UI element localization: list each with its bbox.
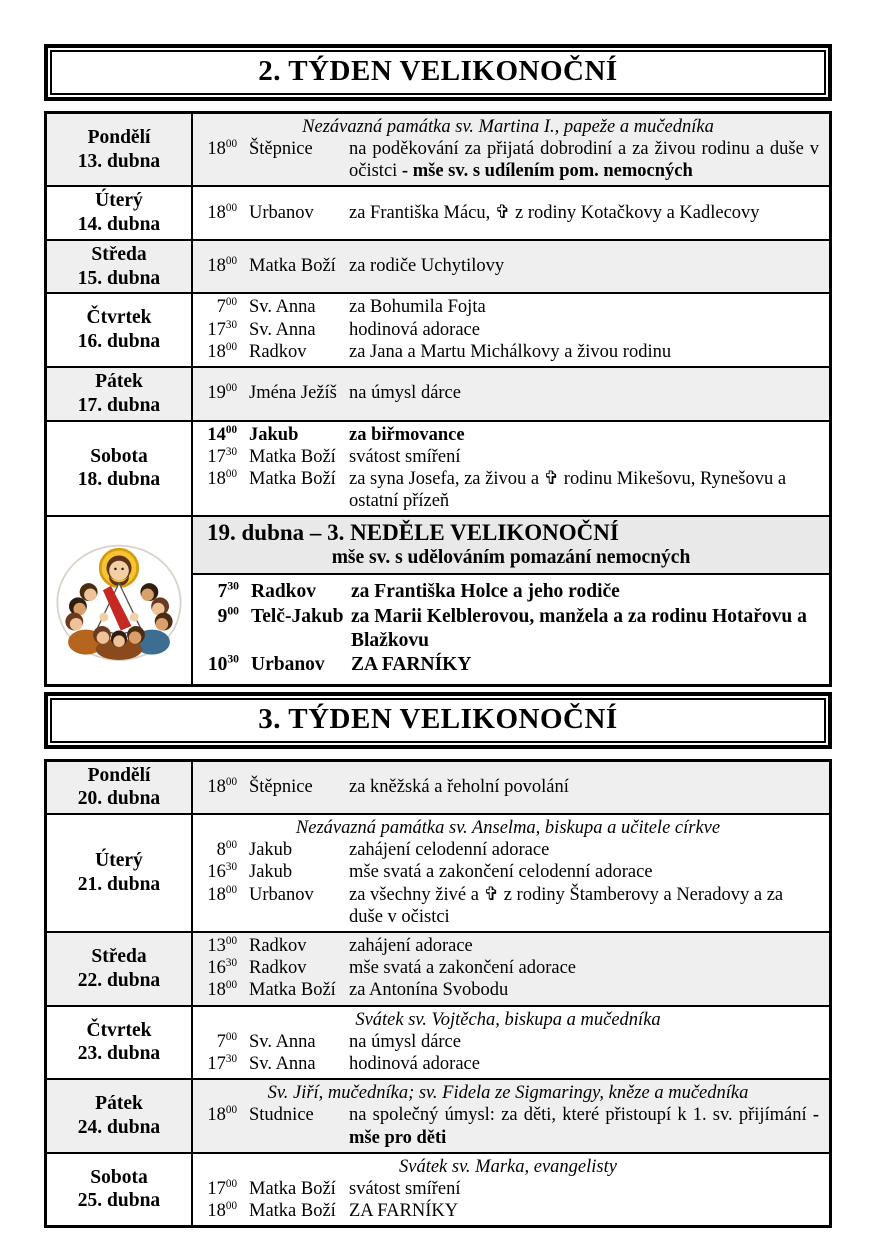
- day-name: Pondělí: [87, 126, 151, 148]
- day-schedule: [193, 762, 829, 814]
- schedule-entry: [197, 884, 819, 928]
- day-name: Pátek: [95, 371, 143, 393]
- entries-list: [197, 1031, 819, 1075]
- day-cell: [47, 114, 193, 186]
- day-name: Úterý: [95, 850, 143, 872]
- entry-description: mše svatá a zakončení celodenní adorace: [349, 862, 653, 883]
- entries-list: [197, 138, 819, 182]
- entry-place: Urbanov: [249, 884, 314, 905]
- schedule-entry: [197, 138, 819, 182]
- entry-place: Matka Boží: [249, 1178, 336, 1199]
- entry-time: $16^{30}$: [207, 861, 237, 883]
- entry-description: za všechny živé a ✞ z rodiny Štamberovy a Neradovy a za duše v očistci: [349, 884, 784, 927]
- entry-time: $18^{00}$: [207, 883, 237, 905]
- day-schedule: [193, 1154, 829, 1226]
- entry-description: za Jana a Martu Michálkovy a živou rodinu: [349, 341, 672, 362]
- schedule-entry: [197, 202, 819, 224]
- day-schedule: [193, 1080, 829, 1152]
- entry-description: ZA FARNÍKY: [349, 1201, 459, 1222]
- week2-title: 3. TÝDEN VELIKONOČNÍ: [50, 698, 826, 743]
- entry-description: za syna Josefa, za živou a ✞ rodinu Mikešovu, Rynešovu a ostatní přízeň: [349, 468, 787, 512]
- entry-time: $17^{30}$: [207, 318, 237, 340]
- entry-place: Jakub: [249, 862, 293, 883]
- entry-place: Sv. Anna: [249, 1053, 316, 1074]
- entries-list: [197, 839, 819, 928]
- day-cell: [47, 187, 193, 239]
- day-name: Sobota: [90, 1166, 148, 1188]
- entry-place: Urbanov: [249, 202, 314, 223]
- schedule-entry: [193, 605, 821, 654]
- schedule-row-fri17: [47, 368, 829, 422]
- entry-time: $18^{00}$: [207, 201, 237, 223]
- entry-place: Studnice: [249, 1105, 314, 1126]
- entry-description: za Bohumila Fojta: [349, 297, 486, 318]
- entry-place: Matka Boží: [249, 446, 336, 467]
- entry-place: Radkov: [249, 958, 307, 979]
- day-cell: [47, 933, 193, 1005]
- entry-place: Radkov: [251, 581, 317, 603]
- entry-time: $19^{00}$: [207, 382, 237, 404]
- entry-time: $18^{00}$: [207, 1199, 237, 1222]
- entry-place: Matka Boží: [249, 980, 336, 1001]
- schedule-row-mon20: [47, 762, 829, 816]
- feast-label: Sv. Jiří, mučedníka; sv. Fidela ze Sigmaringy, kněze a mučedníka: [267, 1083, 749, 1104]
- day-name: Čtvrtek: [86, 307, 152, 329]
- schedule-entry: [197, 861, 819, 883]
- sunday-subtitle: mše sv. s udělováním pomazání nemocných: [331, 546, 691, 568]
- entries-list: [197, 202, 819, 224]
- schedule-entry: [197, 979, 819, 1001]
- entry-time: $18^{00}$: [207, 775, 237, 797]
- entry-description: svátost smíření: [349, 1178, 461, 1199]
- feast-label: Nezávazná památka sv. Martina I., papeže a mučedníka: [302, 116, 714, 137]
- entry-description: za kněžská a řeholní povolání: [349, 776, 569, 797]
- day-date: 21. dubna: [77, 874, 161, 896]
- schedule-entry: [197, 468, 819, 512]
- day-schedule: [193, 114, 829, 186]
- schedule-entry: [197, 382, 819, 404]
- entries-list: [197, 1178, 819, 1222]
- entry-place: Sv. Anna: [249, 297, 316, 318]
- schedule-entry: [197, 1053, 819, 1075]
- feast-label: Svátek sv. Vojtěcha, biskupa a mučedníka: [355, 1009, 661, 1030]
- entry-description: ZA FARNÍKY: [351, 654, 472, 676]
- day-cell: [47, 368, 193, 420]
- entry-description: za Františka Mácu, ✞ z rodiny Kotačkovy a Kadlecovy: [349, 202, 760, 223]
- day-date: 24. dubna: [77, 1116, 161, 1138]
- schedule-row-sat18: [47, 422, 829, 518]
- entry-place: Radkov: [249, 341, 307, 362]
- entry-place: Matka Boží: [249, 256, 336, 277]
- day-name: Pondělí: [87, 764, 151, 786]
- schedule-entry: [197, 1200, 819, 1222]
- schedule-row-tue14: [47, 187, 829, 241]
- entry-description: za biřmovance: [349, 424, 465, 445]
- schedule-entry: [197, 935, 819, 957]
- schedule-row-thu23: [47, 1007, 829, 1081]
- week2-title-box: [44, 692, 832, 749]
- schedule-row-sat25: [47, 1154, 829, 1226]
- day-date: 18. dubna: [77, 469, 161, 491]
- schedule-entry: [197, 839, 819, 861]
- entry-time: $14^{00}$: [207, 423, 237, 445]
- schedule-row-wed15: [47, 241, 829, 295]
- day-date: 15. dubna: [77, 267, 161, 289]
- entry-description: zahájení celodenní adorace: [349, 840, 550, 861]
- entry-time: $18^{00}$: [207, 467, 237, 489]
- day-date: 25. dubna: [77, 1190, 161, 1212]
- day-schedule: [193, 241, 829, 293]
- schedule-row-mon13: [47, 114, 829, 188]
- entry-description: mše svatá a zakončení adorace: [349, 958, 577, 979]
- day-cell: [47, 1080, 193, 1152]
- entry-time: $18^{00}$: [207, 254, 237, 277]
- day-cell: [47, 294, 193, 366]
- schedule-row-fri24: [47, 1080, 829, 1154]
- day-schedule: [193, 294, 829, 366]
- entry-place: Sv. Anna: [249, 319, 316, 340]
- day-schedule: [193, 1007, 829, 1079]
- entry-place: Štěpnice: [249, 138, 313, 159]
- entry-place: Telč-Jakub: [251, 605, 344, 627]
- entry-description: na úmysl dárce: [349, 383, 461, 404]
- sunday-title: 19. dubna – 3. NEDĚLE VELIKONOČNÍ: [207, 520, 619, 546]
- entries-list: [197, 424, 819, 513]
- sunday-image-cell: [47, 517, 193, 683]
- day-name: Středa: [91, 946, 147, 968]
- entry-description: za rodiče Uchytilovy: [349, 256, 505, 277]
- entry-time: $7^{00}$: [216, 1030, 237, 1052]
- entry-description: na společný úmysl: za děti, které přistoupí k 1. sv. přijímání - mše pro děti: [349, 1105, 820, 1148]
- schedule-entry: [193, 580, 821, 604]
- sunday-entries-list: [193, 575, 829, 684]
- day-date: 17. dubna: [77, 394, 161, 416]
- day-date: 20. dubna: [77, 788, 161, 810]
- day-cell: [47, 815, 193, 931]
- schedule-entry: [197, 255, 819, 277]
- entry-description: hodinová adorace: [349, 1053, 480, 1074]
- schedule-entry: [197, 776, 819, 798]
- schedule-entry: [197, 446, 819, 468]
- entries-list: [197, 296, 819, 363]
- day-cell: [47, 241, 193, 293]
- day-name: Úterý: [95, 190, 143, 212]
- day-schedule: [193, 422, 829, 516]
- entry-time: $17^{30}$: [207, 1052, 237, 1074]
- schedule-row-tue21: [47, 815, 829, 933]
- day-cell: [47, 1154, 193, 1226]
- schedule-entry: [197, 1104, 819, 1148]
- sunday-content: [193, 517, 829, 683]
- entry-time: $18^{00}$: [207, 340, 237, 362]
- feast-label: Nezávazná památka sv. Anselma, biskupa a učitele církve: [295, 818, 721, 839]
- schedule-entry: [197, 296, 819, 318]
- entry-time: $16^{30}$: [207, 957, 237, 979]
- entries-list: [197, 776, 819, 798]
- day-date: 23. dubna: [77, 1043, 161, 1065]
- entry-place: Urbanov: [251, 654, 325, 676]
- entry-time: $8^{00}$: [216, 839, 237, 861]
- day-cell: [47, 422, 193, 516]
- entry-description: svátost smíření: [349, 446, 461, 467]
- last-supper-illustration: [52, 538, 186, 664]
- entry-time: $10^{30}$: [207, 652, 239, 676]
- day-name: Čtvrtek: [86, 1019, 152, 1041]
- entry-description: za Antonína Svobodu: [349, 980, 509, 1001]
- entry-time: $17^{30}$: [207, 445, 237, 467]
- day-schedule: [193, 815, 829, 931]
- schedule-entry: [197, 1031, 819, 1053]
- entry-time: $18^{00}$: [207, 979, 237, 1001]
- day-date: 22. dubna: [77, 969, 161, 991]
- entry-time: $13^{00}$: [207, 934, 237, 957]
- entry-place: Štěpnice: [249, 776, 313, 797]
- week1-title-box: [44, 44, 832, 101]
- schedule-entry: [197, 319, 819, 341]
- entry-description: na poděkování za přijatá dobrodiní a za živou rodinu a duše v očistci - mše sv. s udílením pom. nemocných: [349, 138, 819, 182]
- schedule-row-thu16: [47, 294, 829, 368]
- day-date: 14. dubna: [77, 214, 161, 236]
- entry-place: Matka Boží: [249, 1201, 336, 1222]
- schedule-entry: [197, 341, 819, 363]
- entry-time: $18^{00}$: [207, 1104, 237, 1126]
- sunday-row: [47, 517, 829, 683]
- entry-place: Sv. Anna: [249, 1031, 316, 1052]
- entry-description: na úmysl dárce: [349, 1031, 461, 1052]
- entry-time: $18^{00}$: [207, 137, 237, 159]
- entry-description: za Marii Kelblerovou, manžela a za rodinu Hotařovu a Blažkovu: [351, 605, 807, 651]
- day-name: Sobota: [90, 445, 148, 467]
- day-schedule: [193, 933, 829, 1005]
- schedule-row-wed22: [47, 933, 829, 1007]
- week1-schedule-table: [44, 111, 832, 687]
- day-date: 16. dubna: [77, 331, 161, 353]
- sunday-header: [193, 517, 829, 575]
- entry-time: $7^{30}$: [217, 579, 239, 603]
- schedule-entry: [197, 1178, 819, 1200]
- day-schedule: [193, 368, 829, 420]
- week1-title: 2. TÝDEN VELIKONOČNÍ: [50, 50, 826, 95]
- entry-description: hodinová adorace: [349, 319, 480, 340]
- day-cell: [47, 762, 193, 814]
- day-schedule: [193, 187, 829, 239]
- day-name: Pátek: [95, 1093, 143, 1115]
- schedule-entry: [197, 424, 819, 446]
- entry-place: Jakub: [249, 424, 299, 445]
- entry-place: Matka Boží: [249, 468, 336, 489]
- schedule-entry: [193, 653, 821, 677]
- entries-list: [197, 1104, 819, 1148]
- entry-place: Radkov: [249, 936, 307, 957]
- entry-place: Jména Ježíš: [249, 383, 337, 404]
- entries-list: [197, 382, 819, 404]
- day-date: 13. dubna: [77, 150, 161, 172]
- entry-time: $9^{00}$: [217, 604, 239, 627]
- entry-description: zahájení adorace: [349, 936, 473, 957]
- day-name: Středa: [91, 243, 147, 265]
- entry-time: $17^{00}$: [207, 1177, 237, 1199]
- entry-description: za Františka Holce a jeho rodiče: [351, 581, 620, 603]
- entries-list: [197, 255, 819, 277]
- schedule-entry: [197, 957, 819, 979]
- entry-time: $7^{00}$: [216, 296, 237, 318]
- entries-list: [197, 935, 819, 1002]
- day-cell: [47, 1007, 193, 1079]
- feast-label: Svátek sv. Marka, evangelisty: [399, 1156, 617, 1177]
- entry-place: Jakub: [249, 840, 293, 861]
- week2-schedule-table: [44, 759, 832, 1229]
